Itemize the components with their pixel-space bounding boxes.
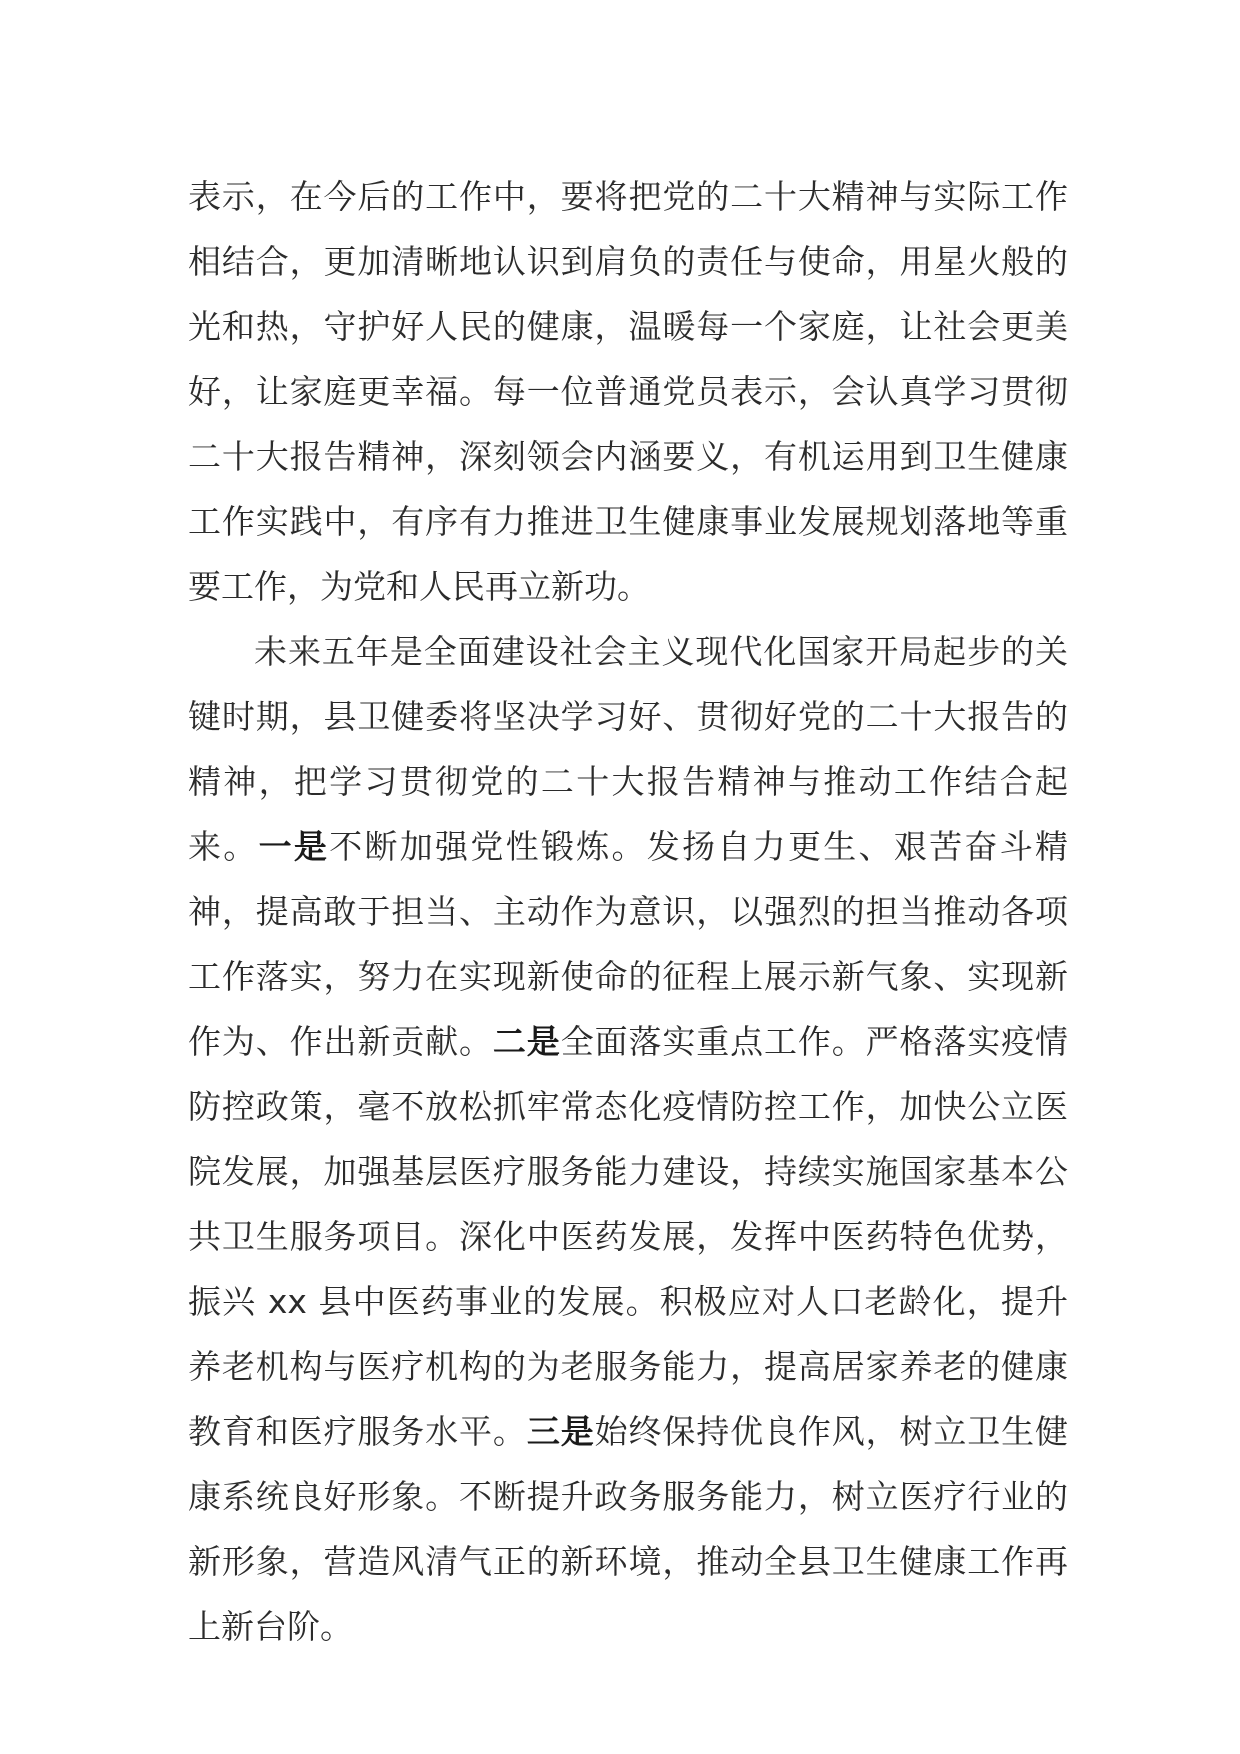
paragraph-2 xyxy=(188,619,1068,1659)
point-1-text: 不断加强党性锻炼。发扬自力更生、艰苦奋斗精神，提高敢于担当、主动作为意识，以强烈的担当推动各项工作落实，努力在实现新使命的征程上展示新气象、实现新作为、作出新贡献。 xyxy=(188,827,1069,1061)
document-body xyxy=(188,164,1068,1659)
point-1-label: 一是 xyxy=(258,827,330,866)
paragraph-2-intro: 未来五年是全面建设社会主义现代化国家开局起步的关键时期，县卫健委将坚决学习好、贯彻好党的二十大报告的精神，把学习贯彻党的二十大报告精神与推动工作结合起来。 xyxy=(188,632,1068,866)
point-3-label: 三是 xyxy=(526,1412,595,1451)
point-3-text: 始终保持优良作风，树立卫生健康系统良好形象。不断提升政务服务能力，树立医疗行业的新形象，营造风清气正的新环境，推动全县卫生健康工作再上新台阶。 xyxy=(188,1412,1069,1646)
point-2-text: 全面落实重点工作。严格落实疫情防控政策，毫不放松抓牢常态化疫情防控工作，加快公立医院发展，加强基层医疗服务能力建设，持续实施国家基本公共卫生服务项目。深化中医药发展，发挥中医药特色优势，振兴 xx 县中医药事业的发展。积极应对人口老龄化，提升养老机构与医疗机构的为老服务能力，提高居家养老的健康教育和医疗服务水平。 xyxy=(188,1022,1069,1451)
paragraph-1: 表示，在今后的工作中，要将把党的二十大精神与实际工作相结合，更加清晰地认识到肩负的责任与使命，用星火般的光和热，守护好人民的健康，温暖每一个家庭，让社会更美好，让家庭更幸福。每一位普通党员表示，会认真学习贯彻二十大报告精神，深刻领会内涵要义，有机运用到卫生健康工作实践中，有序有力推进卫生健康事业发展规划落地等重要工作，为党和人民再立新功。 xyxy=(188,177,1068,606)
point-2-label: 二是 xyxy=(492,1022,561,1061)
